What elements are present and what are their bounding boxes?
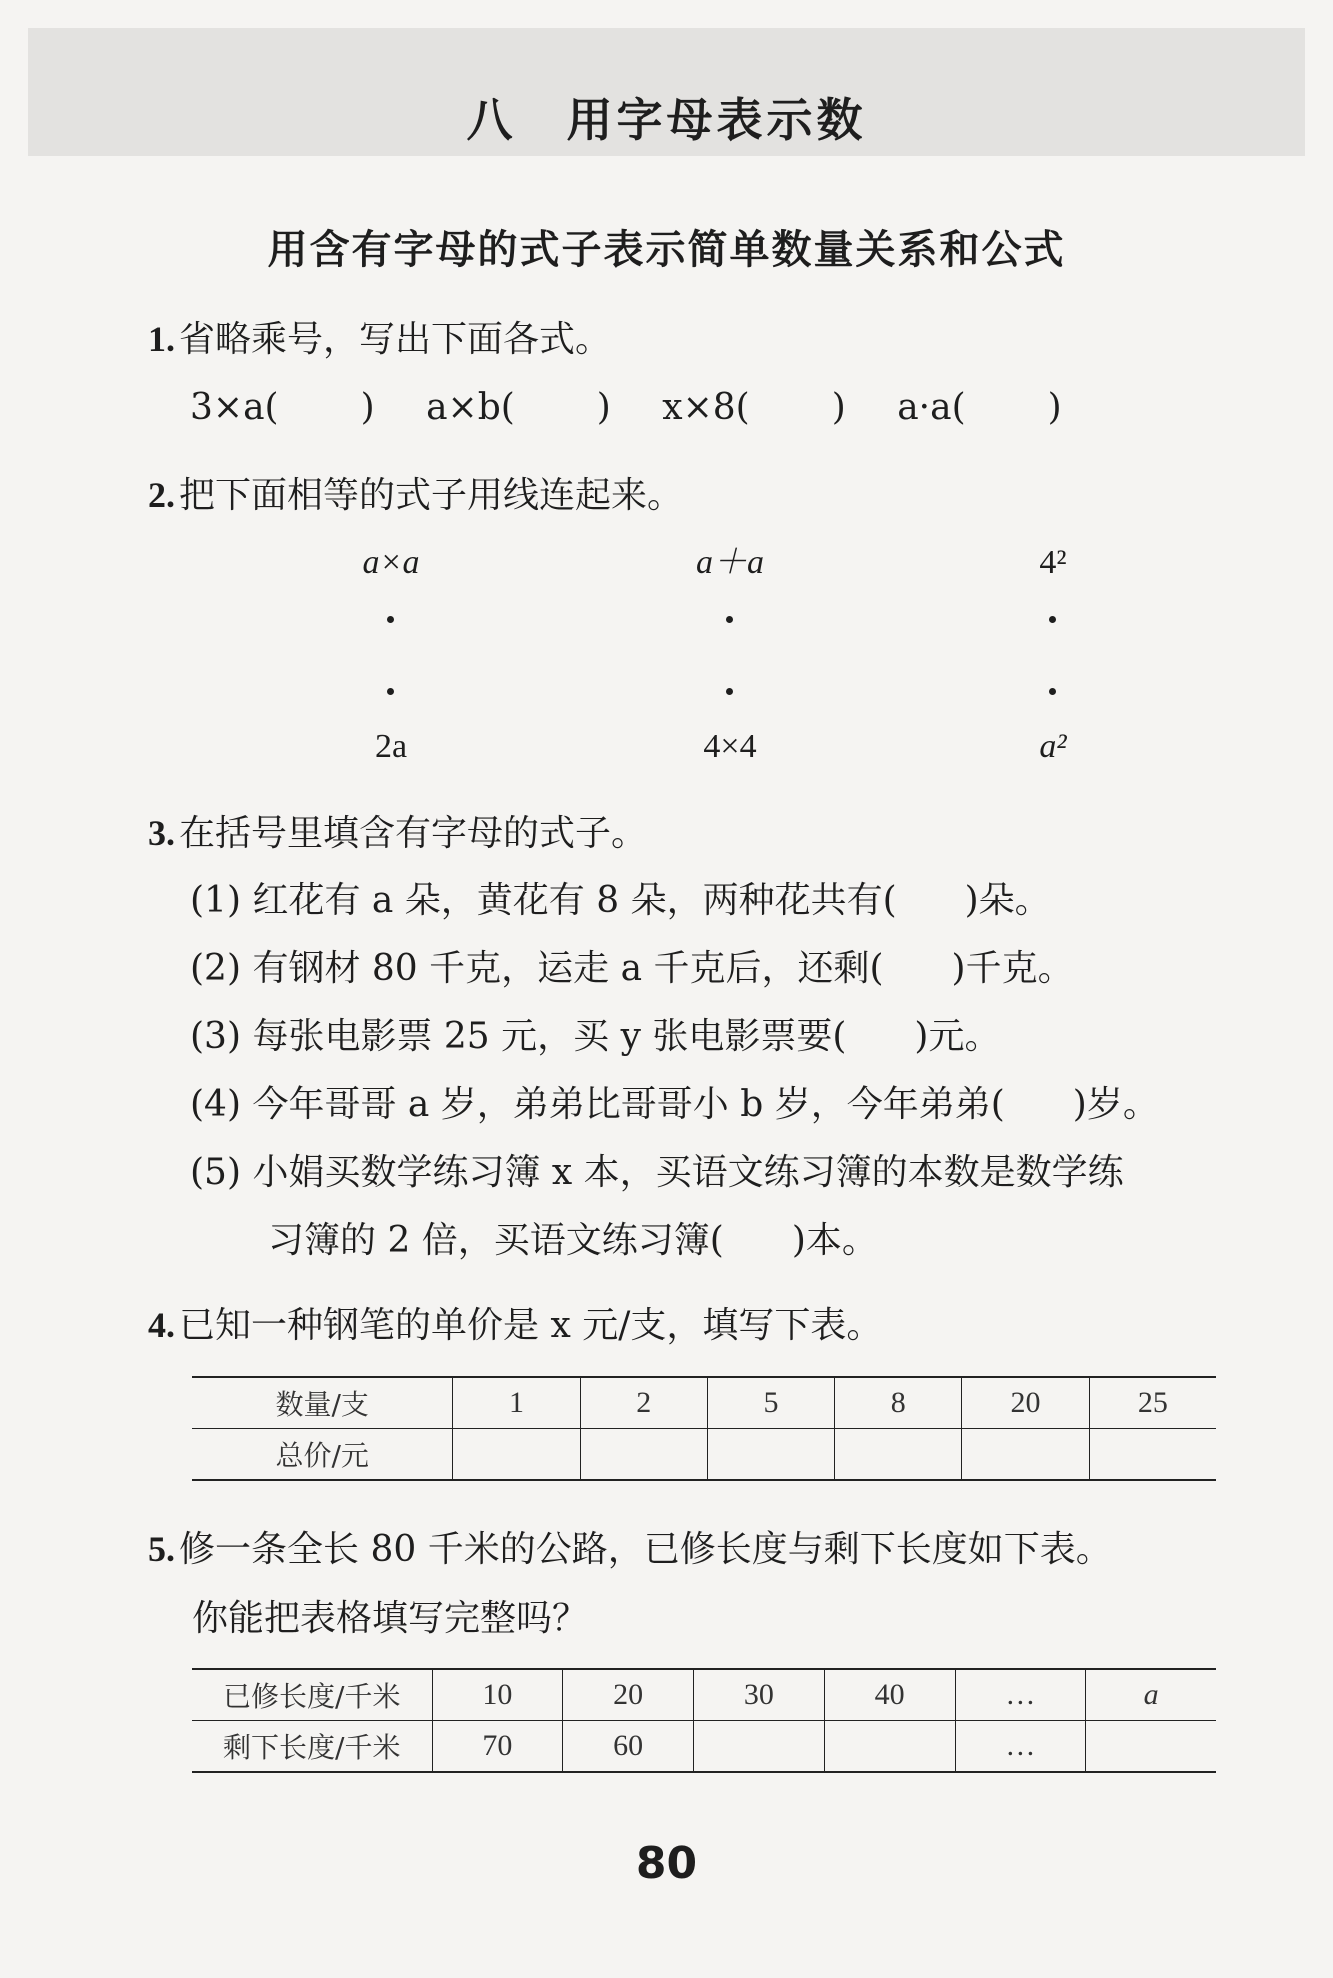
road-length-table	[192, 1668, 1216, 1773]
table-cell: 2	[580, 1377, 707, 1429]
match-top-1: a×a	[362, 544, 420, 581]
match-dot-top-3[interactable]	[1049, 616, 1056, 623]
pen-price-table	[192, 1376, 1216, 1481]
question-5-text: 修一条全长 80 千米的公路，已修长度与剩下长度如下表。	[179, 1529, 1112, 1570]
question-2-number: 2.	[148, 475, 175, 515]
answer-cell[interactable]	[1086, 1721, 1216, 1773]
row-header-remaining: 剩下长度/千米	[192, 1721, 432, 1773]
q3-item-2: (2) 有钢材 80 千克，运走 a 千克后，还剩( )千克。	[190, 948, 1074, 989]
answer-cell[interactable]	[824, 1721, 955, 1773]
row-header-built: 已修长度/千米	[192, 1669, 432, 1721]
table-row	[192, 1429, 1216, 1481]
table-row	[192, 1377, 1216, 1429]
table-cell: a	[1086, 1669, 1216, 1721]
row-header-quantity: 数量/支	[192, 1377, 453, 1429]
match-bottom-1: 2a	[374, 728, 408, 765]
table-cell: …	[955, 1721, 1086, 1773]
chapter-title: 八 用字母表示数	[466, 93, 867, 147]
question-3-text: 在括号里填含有字母的式子。	[179, 813, 648, 854]
answer-cell[interactable]	[962, 1429, 1089, 1481]
page-number: 80	[635, 1838, 698, 1889]
table-row	[192, 1721, 1216, 1773]
table-cell: 60	[563, 1721, 694, 1773]
q3-item-5: (5) 小娟买数学练习簿 x 本，买语文练习簿的本数是数学练	[190, 1152, 1124, 1193]
q3-item-3: (3) 每张电影票 25 元，买 y 张电影票要( )元。	[190, 1016, 1001, 1057]
table-row	[192, 1669, 1216, 1721]
match-dot-bottom-1[interactable]	[387, 688, 394, 695]
table-cell: 40	[824, 1669, 955, 1721]
match-dot-top-2[interactable]	[726, 616, 733, 623]
question-3-number: 3.	[148, 813, 175, 853]
question-5-text-line-2: 你能把表格填写完整吗？	[192, 1598, 589, 1639]
answer-cell[interactable]	[580, 1429, 707, 1481]
answer-cell[interactable]	[694, 1721, 825, 1773]
answer-cell[interactable]	[1089, 1429, 1216, 1481]
question-1-number: 1.	[148, 319, 175, 359]
table-cell: …	[955, 1669, 1086, 1721]
answer-cell[interactable]	[835, 1429, 962, 1481]
table-cell: 30	[694, 1669, 825, 1721]
question-5-number: 5.	[148, 1529, 175, 1569]
answer-cell[interactable]	[707, 1429, 834, 1481]
answer-cell[interactable]	[453, 1429, 580, 1481]
table-cell: 70	[432, 1721, 563, 1773]
q3-item-1: (1) 红花有 a 朵，黄花有 8 朵，两种花共有( )朵。	[190, 880, 1051, 921]
question-5	[148, 1524, 1112, 1575]
table-cell: 5	[707, 1377, 834, 1429]
q1-expression: x×8( )	[662, 387, 846, 428]
match-top-3: 4²	[1039, 544, 1067, 581]
match-top-2: a＋a	[696, 544, 764, 581]
q1-expression: a·a( )	[897, 387, 1062, 428]
match-dot-top-1[interactable]	[387, 616, 394, 623]
match-bottom-3: a²	[1039, 728, 1067, 765]
match-dot-bottom-3[interactable]	[1049, 688, 1056, 695]
q3-item-4: (4) 今年哥哥 a 岁，弟弟比哥哥小 b 岁，今年弟弟( )岁。	[190, 1084, 1159, 1125]
table-cell: 10	[432, 1669, 563, 1721]
table-cell: 20	[563, 1669, 694, 1721]
section-title: 用含有字母的式子表示简单数量关系和公式	[267, 227, 1066, 273]
question-4-text: 已知一种钢笔的单价是 x 元/支，填写下表。	[179, 1305, 883, 1346]
match-bottom-2: 4×4	[703, 728, 757, 765]
match-dot-bottom-2[interactable]	[726, 688, 733, 695]
q1-expression: 3×a( )	[190, 387, 375, 428]
question-1	[148, 314, 611, 365]
table-cell: 8	[835, 1377, 962, 1429]
table-cell: 1	[453, 1377, 580, 1429]
question-1-text: 省略乘号，写出下面各式。	[179, 319, 612, 360]
question-4	[148, 1300, 882, 1351]
question-3	[148, 808, 647, 859]
table-cell: 25	[1089, 1377, 1216, 1429]
question-4-number: 4.	[148, 1305, 175, 1345]
question-2-text: 把下面相等的式子用线连起来。	[179, 475, 684, 516]
q1-expression: a×b( )	[426, 387, 611, 428]
question-1-expressions	[190, 383, 1102, 433]
question-2	[148, 470, 683, 521]
q3-item-5-continued: 习簿的 2 倍，买语文练习簿( )本。	[268, 1220, 878, 1261]
row-header-total: 总价/元	[192, 1429, 453, 1481]
table-cell: 20	[962, 1377, 1089, 1429]
